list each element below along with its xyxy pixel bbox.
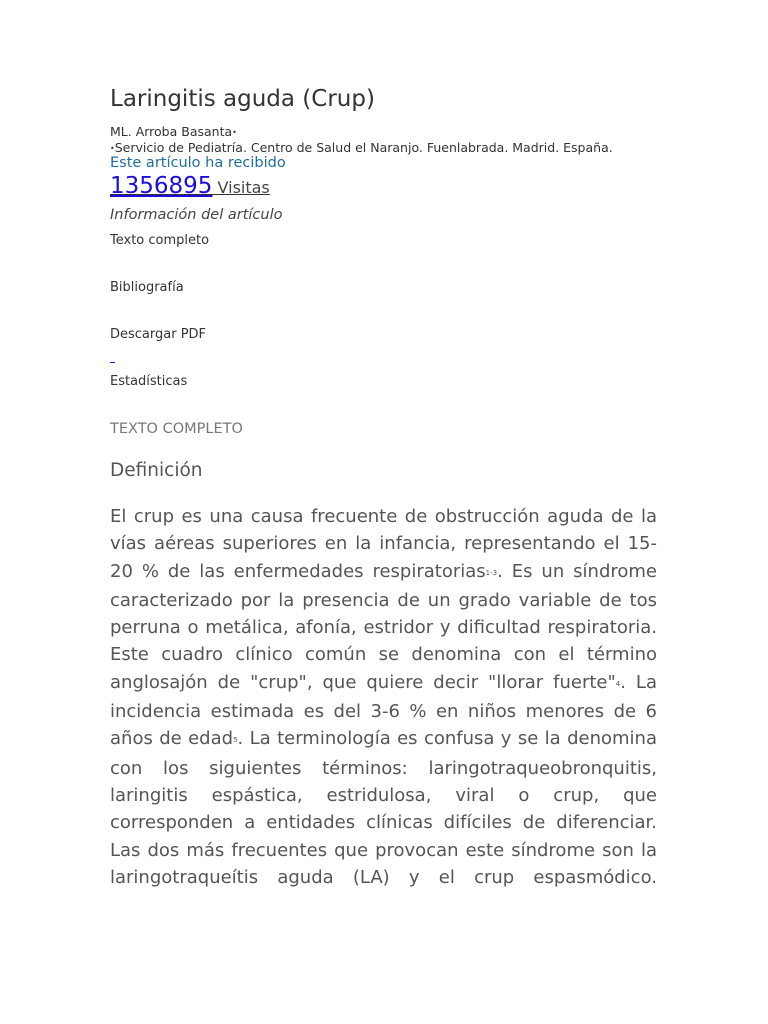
statistics-link[interactable]: Estadísticas [110, 374, 188, 389]
full-text-link[interactable]: Texto completo [110, 233, 210, 248]
reference-marker[interactable]: 5 [233, 736, 238, 745]
article-info-label: Información del artículo [110, 207, 283, 223]
reference-marker[interactable]: 1-3 [485, 568, 498, 577]
affiliation-mark: • [110, 144, 115, 153]
empty-link[interactable] [110, 356, 115, 363]
author-name: ML. Arroba Basanta [110, 124, 233, 139]
affiliation-text: Servicio de Pediatría. Centro de Salud el Naranjo. Fuenlabrada. Madrid. España. [114, 140, 613, 155]
visits-count: 1356895 [110, 173, 213, 199]
paragraph-part: . Es un síndrome caracterizado por la presencia de un grado variable de tos perruna o metálica, afonía, estridor y dificultad respiratoria. Este cuadro clínico común se denomina con el término anglosajón de "crup", que quiere decir "llorar fuerte" [110, 560, 657, 693]
visits-label: Visitas [217, 178, 270, 197]
article-title: Laringitis aguda (Crup) [110, 86, 375, 112]
author-mark: • [232, 128, 237, 137]
definition-heading: Definición [110, 460, 203, 481]
affiliation-line [110, 140, 613, 155]
paragraph-part: . La terminología es confusa y se la denomina con los siguientes términos: laringotraqueobronquitis, laringitis espástica, estridulosa, viral o crup, que corresponden a entidades clínicas difíciles de diferenciar. Las dos más frecuentes que provocan este síndrome son la laringotraqueítis aguda (LA) y el crup espasmódico. [110, 728, 657, 888]
bibliography-link[interactable]: Bibliografía [110, 280, 184, 295]
reference-marker[interactable]: 4 [615, 679, 621, 688]
section-label: TEXTO COMPLETO [110, 421, 243, 437]
paragraph-part: . La incidencia estimada es del 3-6 % en niños menores de 6 años de edad [110, 671, 657, 750]
received-label: Este artículo ha recibido [110, 155, 286, 171]
download-pdf-link[interactable]: Descargar PDF [110, 327, 207, 342]
visits-link[interactable] [110, 173, 270, 199]
paragraph-part: El crup es una causa frecuente de obstrucción aguda de la vías aéreas superiores en la infancia, representando el 15-20 % de las enfermedades respiratorias [110, 506, 657, 582]
author-line [110, 124, 237, 139]
definition-paragraph [110, 503, 657, 891]
